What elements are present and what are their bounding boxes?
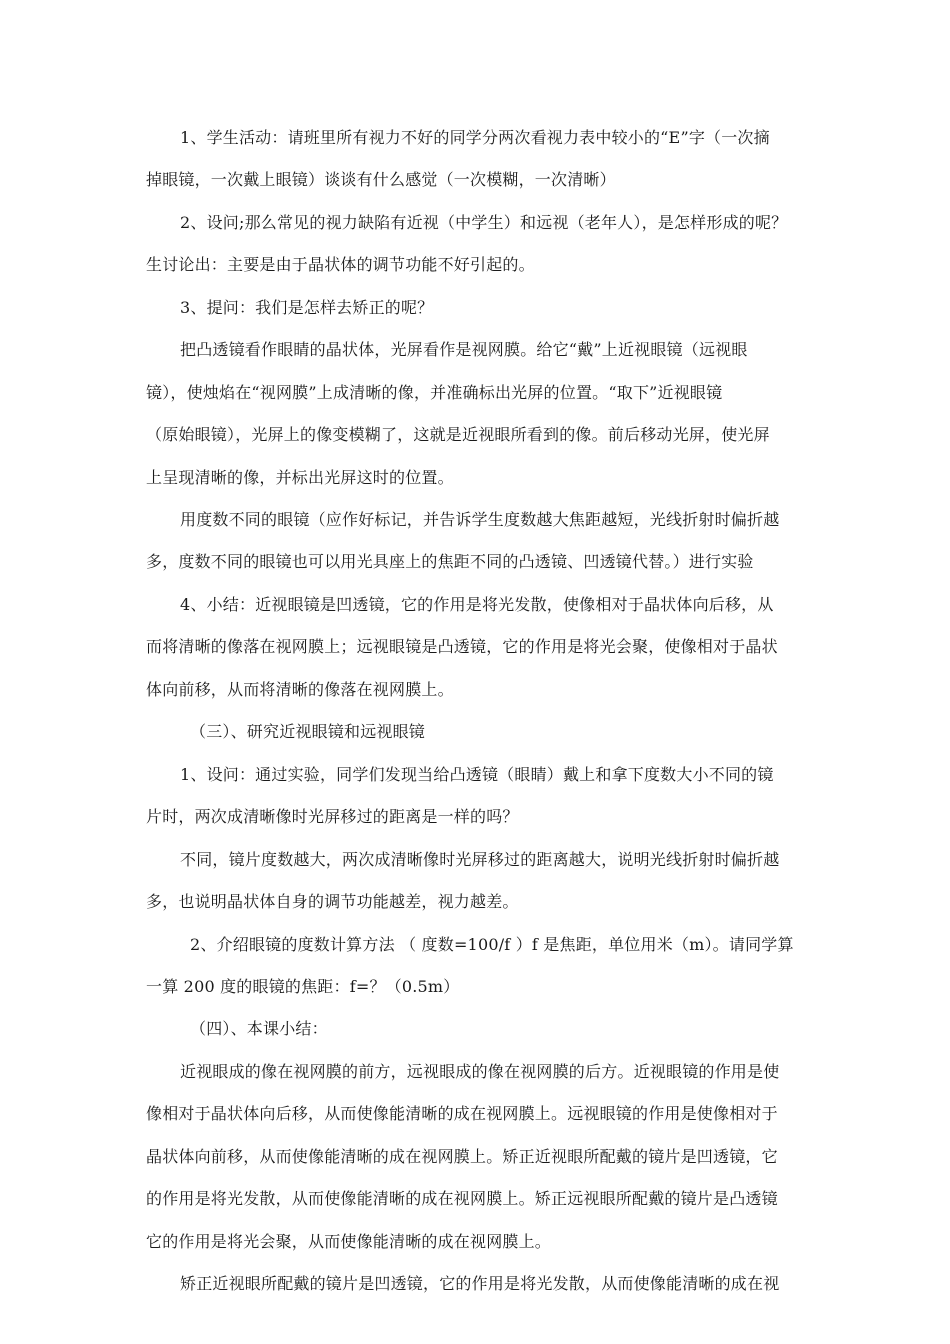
paragraph-student-activity-line-2: 掉眼镜，一次戴上眼镜）谈谈有什么感觉（一次模糊，一次清晰） xyxy=(146,170,616,189)
paragraph-final-line: 矫正近视眼所配戴的镜片是凹透镜，它的作用是将光发散，从而使像能清晰的成在视 xyxy=(180,1274,780,1293)
paragraph-lesson-summary-line-5: 它的作用是将光会聚，从而使像能清晰的成在视网膜上。 xyxy=(146,1232,552,1251)
paragraph-formula-line-1: 2、介绍眼镜的度数计算方法 （ 度数=100/f ）f 是焦距，单位用米（m）。请同学算 xyxy=(190,935,794,954)
paragraph-lesson-summary-line-4: 的作用是将光发散，从而使像能清晰的成在视网膜上。矫正远视眼所配戴的镜片是凸透镜 xyxy=(146,1189,778,1208)
paragraph-experiment-line-3: （原始眼镜），光屏上的像变模糊了，这就是近视眼所看到的像。前后移动光屏，使光屏 xyxy=(146,425,770,444)
paragraph-summary-line-2: 而将清晰的像落在视网膜上；远视眼镜是凸透镜，它的作用是将光会聚，使像相对于晶状 xyxy=(146,637,778,656)
paragraph-section3-question-line-2: 片时，两次成清晰像时光屏移过的距离是一样的吗？ xyxy=(146,807,519,826)
paragraph-formula-line-2: 一算 200 度的眼镜的焦距：f=？（0.5m） xyxy=(146,977,460,996)
paragraph-answer-line-2: 多，也说明晶状体自身的调节功能越差，视力越差。 xyxy=(146,892,519,911)
paragraph-summary-line-3: 体向前移，从而将清晰的像落在视网膜上。 xyxy=(146,680,454,699)
paragraph-answer-line-1: 不同，镜片度数越大，两次成清晰像时光屏移过的距离越大，说明光线折射时偏折越 xyxy=(180,850,780,869)
paragraph-experiment-line-4: 上呈现清晰的像，并标出光屏这时的位置。 xyxy=(146,468,454,487)
section-heading-three: （三）、研究近视眼镜和远视眼镜 xyxy=(190,722,426,741)
paragraph-lesson-summary-line-2: 像相对于晶状体向后移，从而使像能清晰的成在视网膜上。远视眼镜的作用是使像相对于 xyxy=(146,1104,778,1123)
paragraph-summary-line-1: 4、小结：近视眼镜是凹透镜，它的作用是将光发散，使像相对于晶状体向后移，从 xyxy=(180,595,774,614)
paragraph-experiment-line-1: 把凸透镜看作眼睛的晶状体，光屏看作是视网膜。给它“戴”上近视眼镜（远视眼 xyxy=(180,340,748,359)
paragraph-degree-line-1: 用度数不同的眼镜（应作好标记，并告诉学生度数越大焦距越短，光线折射时偏折越 xyxy=(180,510,780,529)
paragraph-student-activity-line-1: 1、学生活动：请班里所有视力不好的同学分两次看视力表中较小的“E”字（一次摘 xyxy=(180,128,770,147)
paragraph-degree-line-2: 多，度数不同的眼镜也可以用光具座上的焦距不同的凸透镜、凹透镜代替。）进行实验 xyxy=(146,552,754,571)
paragraph-lesson-summary-line-3: 晶状体向前移，从而使像能清晰的成在视网膜上。矫正近视眼所配戴的镜片是凹透镜，它 xyxy=(146,1147,778,1166)
paragraph-question-line-1: 2、设问;那么常见的视力缺陷有近视（中学生）和远视（老年人），是怎样形成的呢？ xyxy=(180,213,788,232)
paragraph-experiment-line-2: 镜），使烛焰在“视网膜”上成清晰的像，并准确标出光屏的位置。“取下”近视眼镜 xyxy=(146,383,723,402)
paragraph-ask-line: 3、提问：我们是怎样去矫正的呢？ xyxy=(180,298,434,317)
paragraph-question-line-2: 生讨论出：主要是由于晶状体的调节功能不好引起的。 xyxy=(146,255,535,274)
paragraph-section3-question-line-1: 1、设问：通过实验，同学们发现当给凸透镜（眼睛）戴上和拿下度数大小不同的镜 xyxy=(180,765,774,784)
paragraph-lesson-summary-line-1: 近视眼成的像在视网膜的前方，远视眼成的像在视网膜的后方。近视眼镜的作用是使 xyxy=(180,1062,780,1081)
section-heading-four: （四）、本课小结： xyxy=(190,1019,328,1038)
